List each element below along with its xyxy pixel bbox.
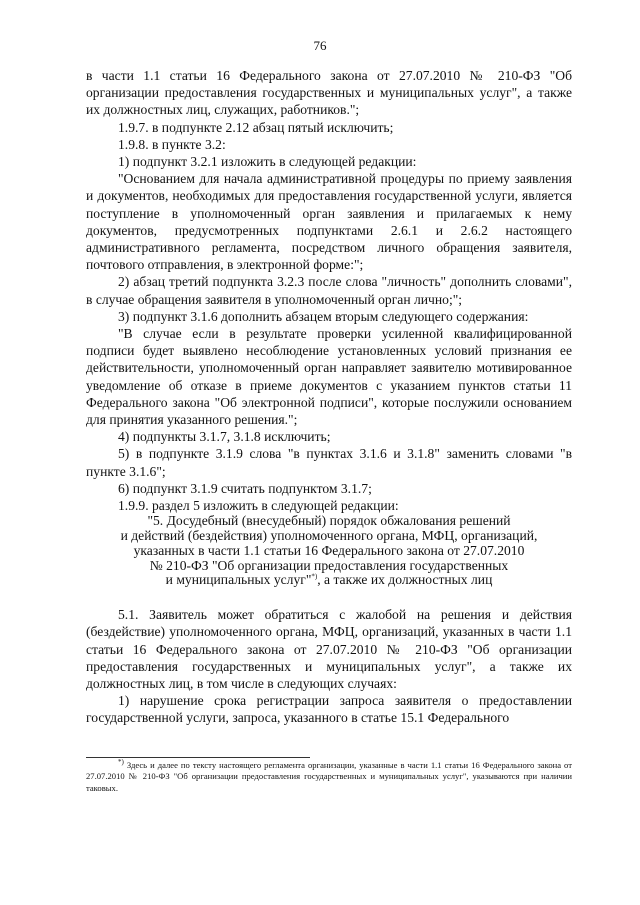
paragraph-subitem-4: 4) подпункты 3.1.7, 3.1.8 исключить; [118, 429, 331, 445]
paragraph-quoted-text: "Основанием для начала административной процедуры по приему заявления и документов, необходимых для предоставления государственной услуги, является поступление в уполномоченный орган заявления и прилагаемых к нему документов, предусмотренных подпунктами 2.6.1 и 2.6.2 настоящего административного регламента, посредством личного обращения заявителя, почтового отправления, в электронной форме:"; [86, 171, 572, 273]
page-number: 76 [313, 38, 327, 53]
footnote-reference: *) [311, 572, 318, 581]
paragraph-subitem-3: 3) подпункт 3.1.6 дополнить абзацем вторым следующего содержания: [118, 308, 529, 324]
section-heading-text: , а также их должностных лиц [317, 572, 493, 588]
paragraph-case-1: 1) нарушение срока регистрации запроса заявителя о предоставлении государственной услуги, запроса, указанного в статье 15.1 Федерального [86, 693, 572, 726]
paragraph-continuation: в части 1.1 статьи 16 Федерального закона от 27.07.2010 № 210-ФЗ "Об организации предоставления государственных и муниципальных услуг", а также их должностных лиц, служащих, работников."; [86, 68, 572, 118]
footnote [86, 760, 572, 794]
section-heading-line: и действий (бездействия) уполномоченного органа, МФЦ, организаций, [120, 528, 538, 544]
page-body [86, 67, 572, 727]
section-heading-text: и муниципальных услуг" [165, 572, 312, 588]
paragraph-subitem-2: 2) абзац третий подпункта 3.2.3 после слова "личность" дополнить словами", в случае обращения заявителя в уполномоченный орган лично;"; [86, 274, 572, 307]
paragraph-item-1-9-8: 1.9.8. в пункте 3.2: [118, 136, 226, 152]
paragraph-subitem-6: 6) подпункт 3.1.9 считать подпунктом 3.1.7; [118, 480, 372, 496]
footnote-mark: *) [118, 758, 124, 767]
section-heading-line: указанных в части 1.1 статьи 16 Федерального закона от 27.07.2010 [133, 542, 525, 558]
paragraph-5-1: 5.1. Заявитель может обратиться с жалобой на решения и действия (бездействие) уполномоченного органа, МФЦ, организаций, указанных в части 1.1 статьи 16 Федерального закона от 27.07.2010 № 210-ФЗ "Об организации предоставления государственных и муниципальных услуг", а также их должностных лиц, в том числе в следующих случаях: [86, 607, 572, 692]
section-heading-line: "5. Досудебный (внесудебный) порядок обжалования решений [147, 513, 511, 529]
footnote-text: Здесь и далее по тексту настоящего регламента организации, указанные в части 1.1 статьи 16 Федерального закона от 27.07.2010 № 210-ФЗ "Об организации предоставления государственных и муниципальных услуг", указываются при наличии таковых. [86, 760, 572, 793]
spacer [86, 588, 572, 606]
section-heading-line [86, 573, 572, 588]
paragraph-item-1-9-7: 1.9.7. в подпункте 2.12 абзац пятый исключить; [118, 119, 394, 135]
paragraph-subitem-5: 5) в подпункте 3.1.9 слова "в пунктах 3.1.6 и 3.1.8" заменить словами "в пункте 3.1.6"; [86, 446, 572, 479]
section-heading [86, 514, 572, 588]
paragraph-quoted-text-2: "В случае если в результате проверки усиленной квалифицированной подписи будет выявлено несоблюдение установленных условий признания ее действительности, уполномоченный орган направляет заявителю мотивированное уведомление об отказе в приеме документов с указанием пунктов статьи 11 Федерального закона "Об электронной подписи", которые послужили основанием для принятия указанного решения."; [86, 326, 572, 428]
section-heading-line: № 210-ФЗ "Об организации предоставления государственных [149, 557, 509, 573]
paragraph-item-1-9-9: 1.9.9. раздел 5 изложить в следующей редакции: [118, 498, 399, 514]
paragraph-subitem-1: 1) подпункт 3.2.1 изложить в следующей редакции: [118, 154, 417, 170]
